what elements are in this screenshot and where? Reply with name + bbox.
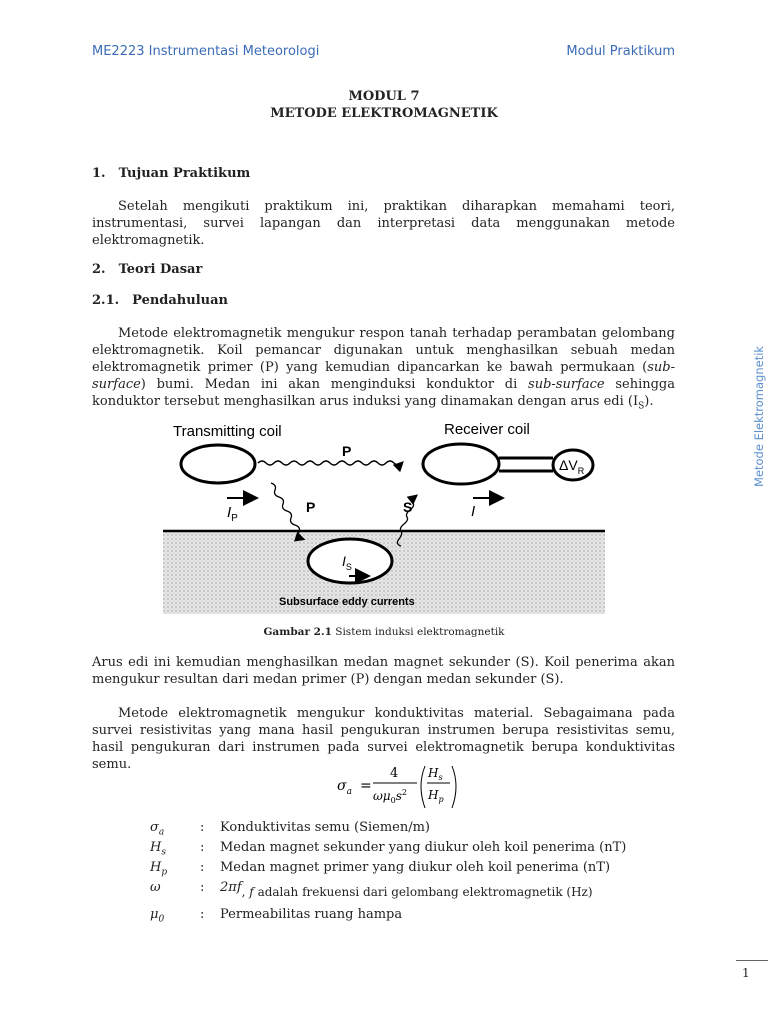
def-row: ω : 2πf, f adalah frekuensi dari gelombang elektromagnetik (Hz): [150, 880, 593, 899]
section-2-heading: 2. Teori Dasar: [92, 262, 203, 277]
def-row: $H_s$ : Medan magnet sekunder yang diukur oleh koil penerima (nT): [150, 840, 627, 858]
em-induction-figure: [163, 418, 605, 614]
figure-caption: Gambar 2.1 Sistem induksi elektromagnetik: [263, 626, 505, 638]
transmitting-coil-label: Transmitting coil: [173, 423, 282, 440]
page-number: 1: [742, 966, 750, 980]
paragraph-secondary-field: Arus edi ini kemudian menghasilkan medan magnet sekunder (S). Koil penerima akan mengukur resultan dari medan primer (P) dengan medan sekunder (S).: [92, 655, 675, 687]
receiver-coil-label: Receiver coil: [444, 421, 530, 438]
def-row: $\mu_0$ : Permeabilitas ruang hampa: [150, 907, 403, 925]
svg-text:ωμ0s2: $\omega\mu_0s^2$: [373, 788, 407, 805]
primary-current-label: $I_P$: [227, 504, 238, 524]
svg-text:σa: $\sigma_a$: [337, 778, 352, 797]
svg-text:Hs: $H_s$: [428, 766, 443, 782]
receiver-coil: [423, 444, 499, 484]
secondary-field-label: S: [403, 499, 413, 515]
symbol-definitions: [150, 820, 626, 927]
header-course: ME2223 Instrumentasi Meteorologi: [92, 44, 320, 59]
subsurface-eddy-label: Subsurface eddy currents: [279, 596, 415, 608]
module-number: MODUL 7: [348, 89, 420, 104]
primary-field-label-top: P: [342, 443, 352, 459]
side-chapter-label: Metode Elektromagnetik: [752, 345, 766, 487]
page-number-rule: [736, 960, 768, 961]
def-row: $H_p$ : Medan magnet primer yang diukur oleh koil penerima (nT): [150, 860, 611, 878]
eddy-current-label: $I_S$: [342, 553, 352, 572]
def-row: $\sigma_a$ : Konduktivitas semu (Siemen/m): [150, 820, 430, 838]
header-module: Modul Praktikum: [566, 44, 675, 59]
primary-field-label-down: P: [306, 499, 316, 515]
section-1-heading: 1. Tujuan Praktikum: [92, 166, 251, 181]
svg-text:4: 4: [390, 766, 399, 781]
apparent-conductivity-equation: [335, 762, 465, 810]
intro-paragraph: Metode elektromagnetik mengukur respon tanah terhadap perambatan gelombang elektromagnetik. Koil pemancar digunakan untuk menghasilkan sebuah medan elektromagnetik primer (P) yang kemudian dipancarkan ke bawah permukaan (sub-surface) bumi. Medan ini akan menginduksi konduktor di sub-surface sehingga konduktor tersebut menghasilkan arus induksi yang dinamakan dengan arus edi $(I_S)$.: [92, 326, 675, 412]
section-1-text: Setelah mengikuti praktikum ini, praktikan diharapkan memahami teori, instrumentasi, survei lapangan dan interpretasi data menggunakan metode elektromagnetik.: [92, 199, 675, 248]
module-title: METODE ELEKTROMAGNETIK: [270, 106, 498, 121]
transmitting-coil: [181, 445, 255, 483]
section-21-heading: 2.1. Pendahuluan: [92, 293, 228, 308]
receiver-current-label: I: [471, 503, 476, 520]
delta-v-label: $\Delta V_R$: [559, 457, 585, 476]
paragraph-conductivity: Metode elektromagnetik mengukur konduktivitas material. Sebagaimana pada survei resistivitas yang mana hasil pengukuran instrumen berupa resistivitas semu, hasil pengukuran dari instrumen pada survei elektromagnetik berupa konduktivitas semu.: [92, 706, 675, 772]
svg-text:Hp: $H_p$: [428, 788, 444, 804]
svg-text:=: =: [360, 778, 372, 794]
